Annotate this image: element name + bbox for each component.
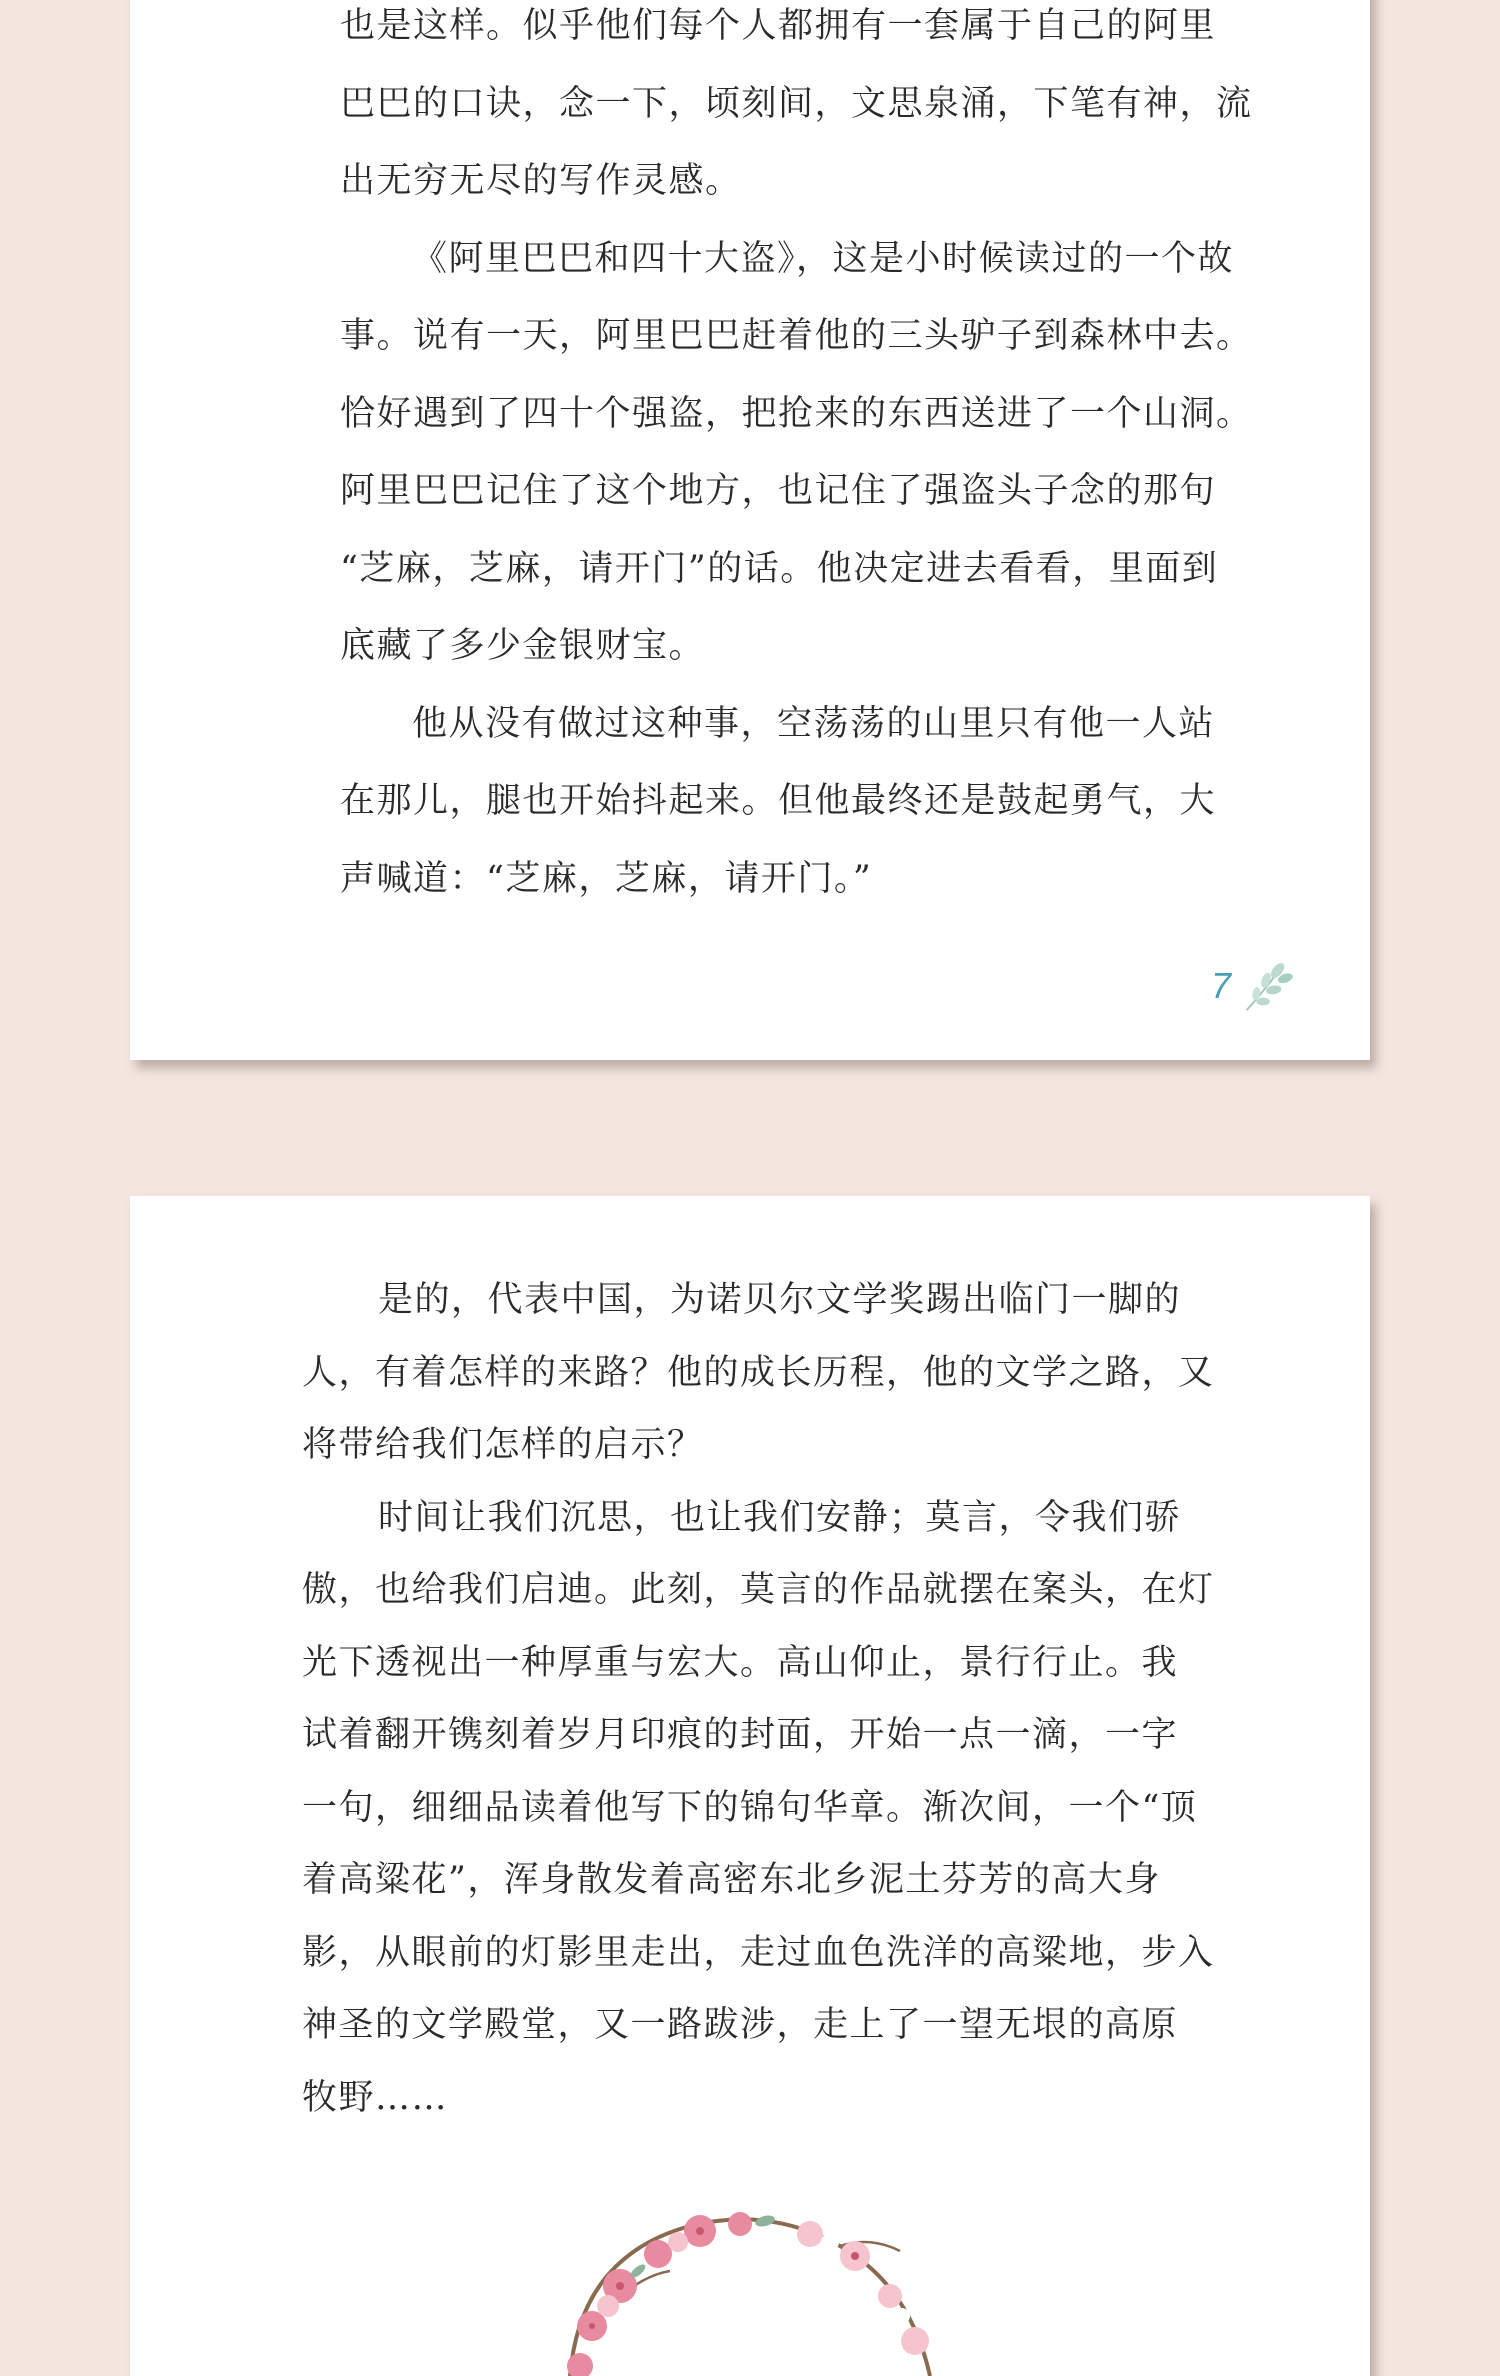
text-line: “芝麻，芝麻，请开门”的话。他决定进去看看，里面到 — [340, 548, 1219, 589]
text-line: 着高粱花”，浑身散发着高密东北乡泥土芬芳的高大身 — [302, 1860, 1161, 1900]
text-line: 是的，代表中国，为诺贝尔文学奖踢出临门一脚的 — [378, 1280, 1182, 1320]
text-line: 神圣的文学殿堂，又一路跋涉，走上了一望无垠的高原 — [302, 2005, 1179, 2045]
text-line: 牧野…… — [302, 2077, 449, 2118]
text-line: 阿里巴巴记住了这个地方，也记住了强盗头子念的那句 — [340, 471, 1217, 511]
text-line: 也是这样。似乎他们每个人都拥有一套属于自己的阿里 — [340, 6, 1217, 46]
text-line: 出无穷无尽的写作灵感。 — [340, 161, 742, 201]
text-line: 影，从眼前的灯影里走出，走过血色洗洋的高粱地，步入 — [302, 1932, 1215, 1973]
text-line: 人，有着怎样的来路？他的成长历程，他的文学之路，又 — [302, 1352, 1215, 1393]
text-line: 将带给我们怎样的启示？ — [302, 1425, 704, 1465]
text-line: 傲，也给我们启迪。此刻，莫言的作品就摆在案头，在灯 — [302, 1570, 1215, 1610]
page-7-body-text — [340, 0, 1340, 918]
text-line: 在那儿，腿也开始抖起来。但他最终还是鼓起勇气，大 — [340, 781, 1217, 821]
page-number-group — [1211, 957, 1295, 1015]
page-number: 7 — [1210, 965, 1231, 1006]
text-line: 恰好遇到了四十个强盗，把抢来的东西送进了一个山洞。 — [340, 393, 1253, 434]
text-line: 事。说有一天，阿里巴巴赶着他的三头驴子到森林中去。 — [340, 316, 1253, 356]
text-line: 底藏了多少金银财宝。 — [340, 626, 706, 666]
text-line: 声喊道：“芝麻，芝麻，请开门。” — [340, 858, 873, 899]
text-line: 《阿里巴巴和四十大盗》，这是小时候读过的一个故 — [412, 238, 1235, 279]
text-line: 巴巴的口诀，念一下，顷刻间，文思泉涌，下笔有神，流 — [340, 83, 1253, 124]
leaf-sprig-icon — [1237, 957, 1295, 1015]
text-line: 试着翻开镌刻着岁月印痕的封面，开始一点一滴，一字 — [302, 1715, 1179, 1755]
page-body-text — [302, 1264, 1302, 2134]
book-page-7 — [130, 0, 1370, 1060]
text-line: 他从没有做过这种事，空荡荡的山里只有他一人站 — [412, 703, 1216, 744]
text-line: 时间让我们沉思，也让我们安静；莫言，令我们骄 — [378, 1497, 1182, 1538]
text-line: 一句，细细品读着他写下的锦句华章。渐次间，一个“顶 — [302, 1787, 1198, 1828]
book-page-next — [130, 1196, 1370, 2376]
floral-wreath-icon — [510, 2176, 990, 2376]
text-line: 光下透视出一种厚重与宏大。高山仰止，景行行止。我 — [302, 1642, 1179, 1683]
